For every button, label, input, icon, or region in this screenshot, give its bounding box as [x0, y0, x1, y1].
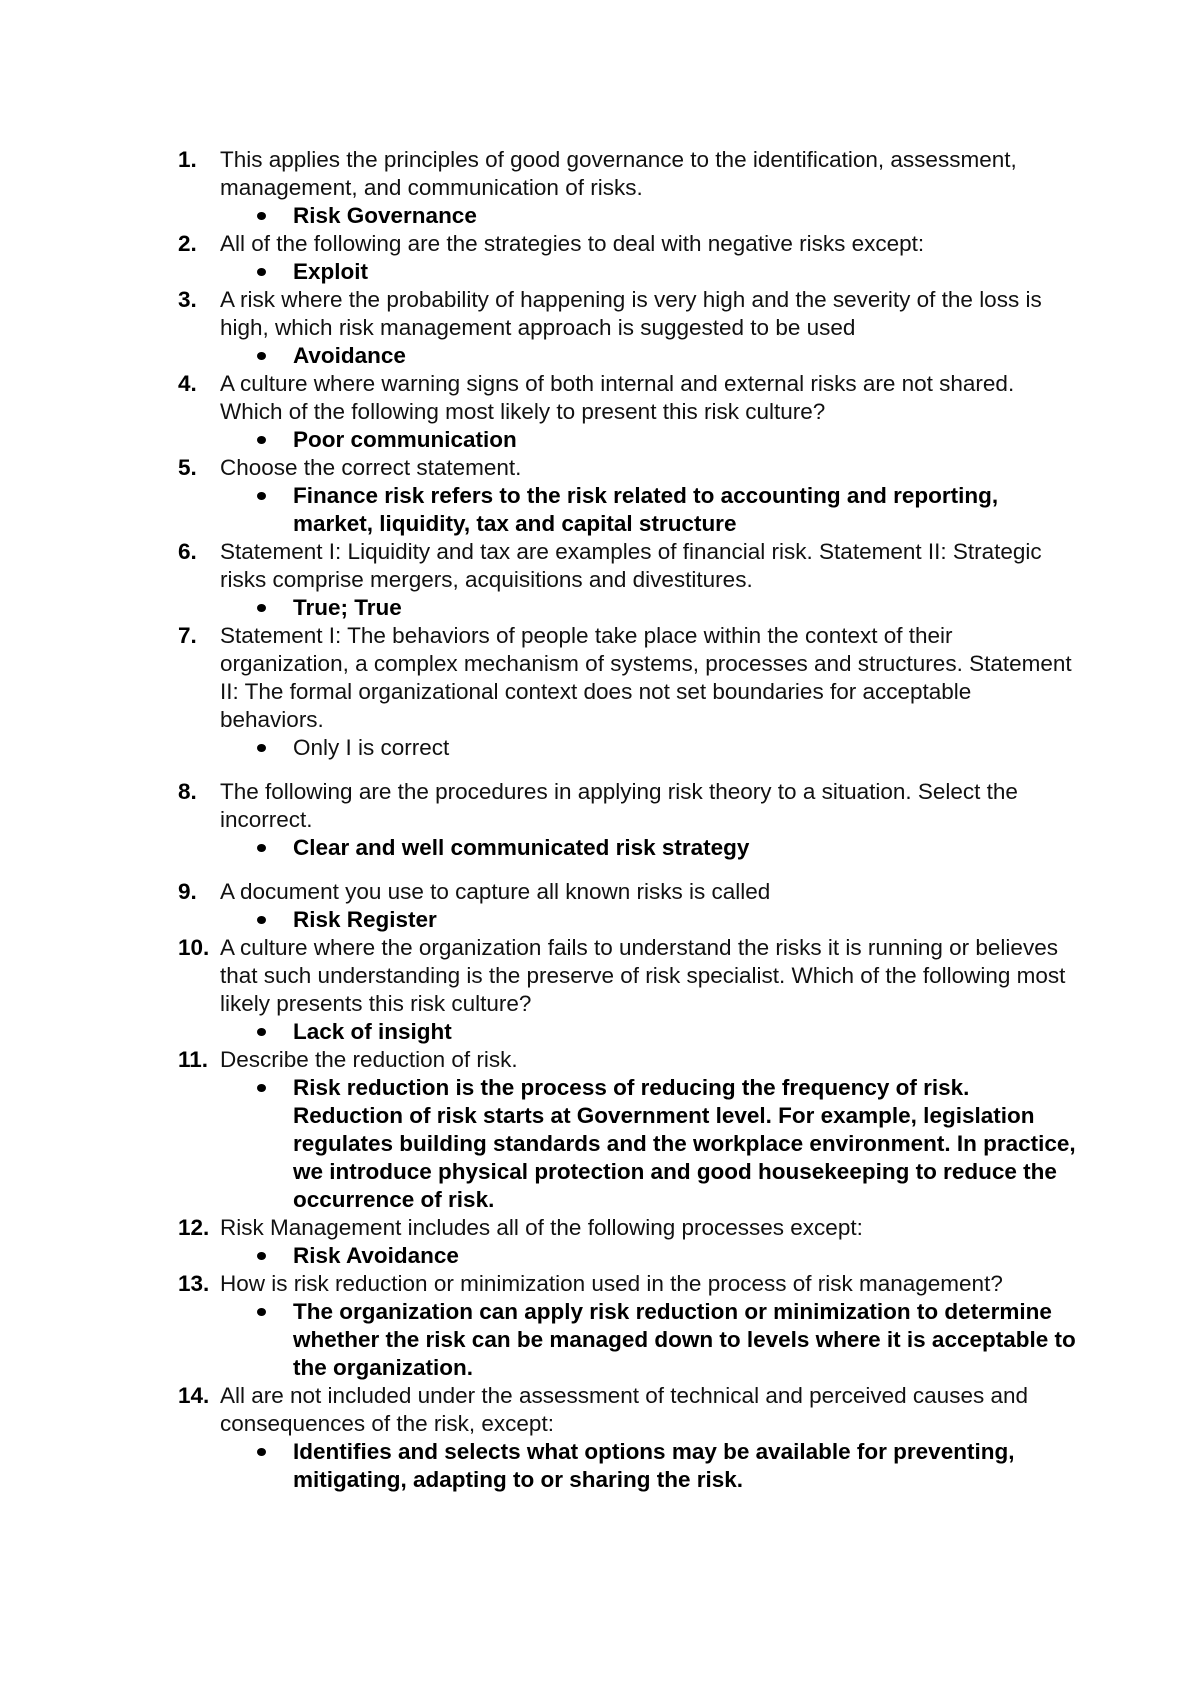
question-text: Statement I: The behaviors of people take place within the context of their organization, a complex mechanism of systems, processes and structures. Statement II: The formal organizational context does not set boundaries for acceptable behaviors.: [220, 623, 1072, 732]
answer-text: Exploit: [293, 259, 369, 284]
question-item: [178, 778, 1078, 862]
question-item: [178, 878, 1078, 934]
answer-text: Avoidance: [293, 343, 406, 368]
answer-item: [220, 482, 1078, 538]
question-item: [178, 286, 1078, 370]
question-number: 4.: [178, 371, 197, 396]
question-number: 9.: [178, 879, 197, 904]
answer-text: Identifies and selects what options may be available for preventing, mitigating, adapting to or sharing the risk.: [293, 1439, 1015, 1492]
question-item: [178, 1046, 1078, 1214]
question-text: All are not included under the assessment of technical and perceived causes and consequences of the risk, except:: [220, 1383, 1029, 1436]
answer-item: [220, 594, 1078, 622]
question-number: 3.: [178, 287, 197, 312]
bullet-icon: [257, 352, 266, 360]
question-number: 10.: [178, 935, 210, 960]
question-number: 2.: [178, 231, 197, 256]
question-number: 8.: [178, 779, 197, 804]
question-item: [178, 454, 1078, 538]
question-text: A culture where the organization fails to understand the risks it is running or believes that such understanding is the preserve of risk specialist. Which of the following most likely presents this risk culture?: [220, 935, 1066, 1016]
answer-item: [220, 258, 1078, 286]
answer-text: Clear and well communicated risk strategy: [293, 835, 750, 860]
answer-list: [220, 482, 1078, 538]
question-number: 7.: [178, 623, 197, 648]
answer-text: Poor communication: [293, 427, 517, 452]
bullet-icon: [257, 744, 266, 752]
answer-text: Only I is correct: [293, 735, 450, 760]
question-item: [178, 622, 1078, 762]
answer-text: Risk Avoidance: [293, 1243, 459, 1268]
bullet-icon: [257, 844, 266, 852]
answer-item: [220, 202, 1078, 230]
answer-text: Lack of insight: [293, 1019, 452, 1044]
question-text: The following are the procedures in applying risk theory to a situation. Select the incorrect.: [220, 779, 1018, 832]
question-text: A culture where warning signs of both internal and external risks are not shared. Which of the following most likely to present this risk culture?: [220, 371, 1015, 424]
answer-item: [220, 426, 1078, 454]
bullet-icon: [257, 492, 266, 500]
question-text: Describe the reduction of risk.: [220, 1047, 518, 1072]
question-item: [178, 146, 1078, 230]
answer-text: Finance risk refers to the risk related to accounting and reporting, market, liquidity, tax and capital structure: [293, 483, 999, 536]
answer-item: [220, 734, 1078, 762]
answer-list: [220, 426, 1078, 454]
question-list: [178, 146, 1078, 1494]
question-text: How is risk reduction or minimization used in the process of risk management?: [220, 1271, 1003, 1296]
answer-item: [220, 342, 1078, 370]
question-text: Choose the correct statement.: [220, 455, 522, 480]
answer-list: [220, 258, 1078, 286]
answer-item: [220, 834, 1078, 862]
bullet-icon: [257, 604, 266, 612]
question-number: 6.: [178, 539, 197, 564]
answer-text: Risk Governance: [293, 203, 477, 228]
bullet-icon: [257, 1448, 266, 1456]
bullet-icon: [257, 1028, 266, 1036]
answer-item: [220, 1018, 1078, 1046]
question-item: [178, 1214, 1078, 1270]
question-number: 1.: [178, 147, 197, 172]
answer-list: [220, 734, 1078, 762]
question-text: This applies the principles of good governance to the identification, assessment, management, and communication of risks.: [220, 147, 1017, 200]
question-number: 11.: [178, 1047, 209, 1072]
bullet-icon: [257, 1308, 266, 1316]
bullet-icon: [257, 916, 266, 924]
answer-list: [220, 1074, 1078, 1214]
question-number: 13.: [178, 1271, 210, 1296]
bullet-icon: [257, 1084, 266, 1092]
bullet-icon: [257, 436, 266, 444]
question-item: [178, 538, 1078, 622]
answer-list: [220, 1438, 1078, 1494]
question-item: [178, 230, 1078, 286]
bullet-icon: [257, 212, 266, 220]
question-text: All of the following are the strategies to deal with negative risks except:: [220, 231, 925, 256]
answer-list: [220, 834, 1078, 862]
question-number: 5.: [178, 455, 197, 480]
question-text: A document you use to capture all known risks is called: [220, 879, 771, 904]
answer-item: [220, 1074, 1078, 1214]
question-number: 12.: [178, 1215, 210, 1240]
answer-list: [220, 594, 1078, 622]
question-item: [178, 370, 1078, 454]
answer-list: [220, 906, 1078, 934]
answer-list: [220, 1018, 1078, 1046]
question-item: [178, 1270, 1078, 1382]
answer-list: [220, 1298, 1078, 1382]
bullet-icon: [257, 268, 266, 276]
question-item: [178, 934, 1078, 1046]
answer-item: [220, 1438, 1078, 1494]
answer-item: [220, 1298, 1078, 1382]
question-text: Risk Management includes all of the following processes except:: [220, 1215, 863, 1240]
answer-list: [220, 342, 1078, 370]
answer-text: True; True: [293, 595, 402, 620]
question-text: A risk where the probability of happening is very high and the severity of the loss is high, which risk management approach is suggested to be used: [220, 287, 1042, 340]
question-item: [178, 1382, 1078, 1494]
answer-list: [220, 1242, 1078, 1270]
answer-text: Risk reduction is the process of reducing the frequency of risk. Reduction of risk starts at Government level. For example, legislation regulates building standards and the workplace environment. In practice, we introduce physical protection and good housekeeping to reduce the occurrence of risk.: [293, 1075, 1076, 1212]
question-number: 14.: [178, 1383, 210, 1408]
answer-text: Risk Register: [293, 907, 437, 932]
question-text: Statement I: Liquidity and tax are examples of financial risk. Statement II: Strategic risks comprise mergers, acquisitions and divestitures.: [220, 539, 1042, 592]
answer-text: The organization can apply risk reduction or minimization to determine whether the risk can be managed down to levels where it is acceptable to the organization.: [293, 1299, 1076, 1380]
answer-item: [220, 1242, 1078, 1270]
bullet-icon: [257, 1252, 266, 1260]
answer-item: [220, 906, 1078, 934]
answer-list: [220, 202, 1078, 230]
